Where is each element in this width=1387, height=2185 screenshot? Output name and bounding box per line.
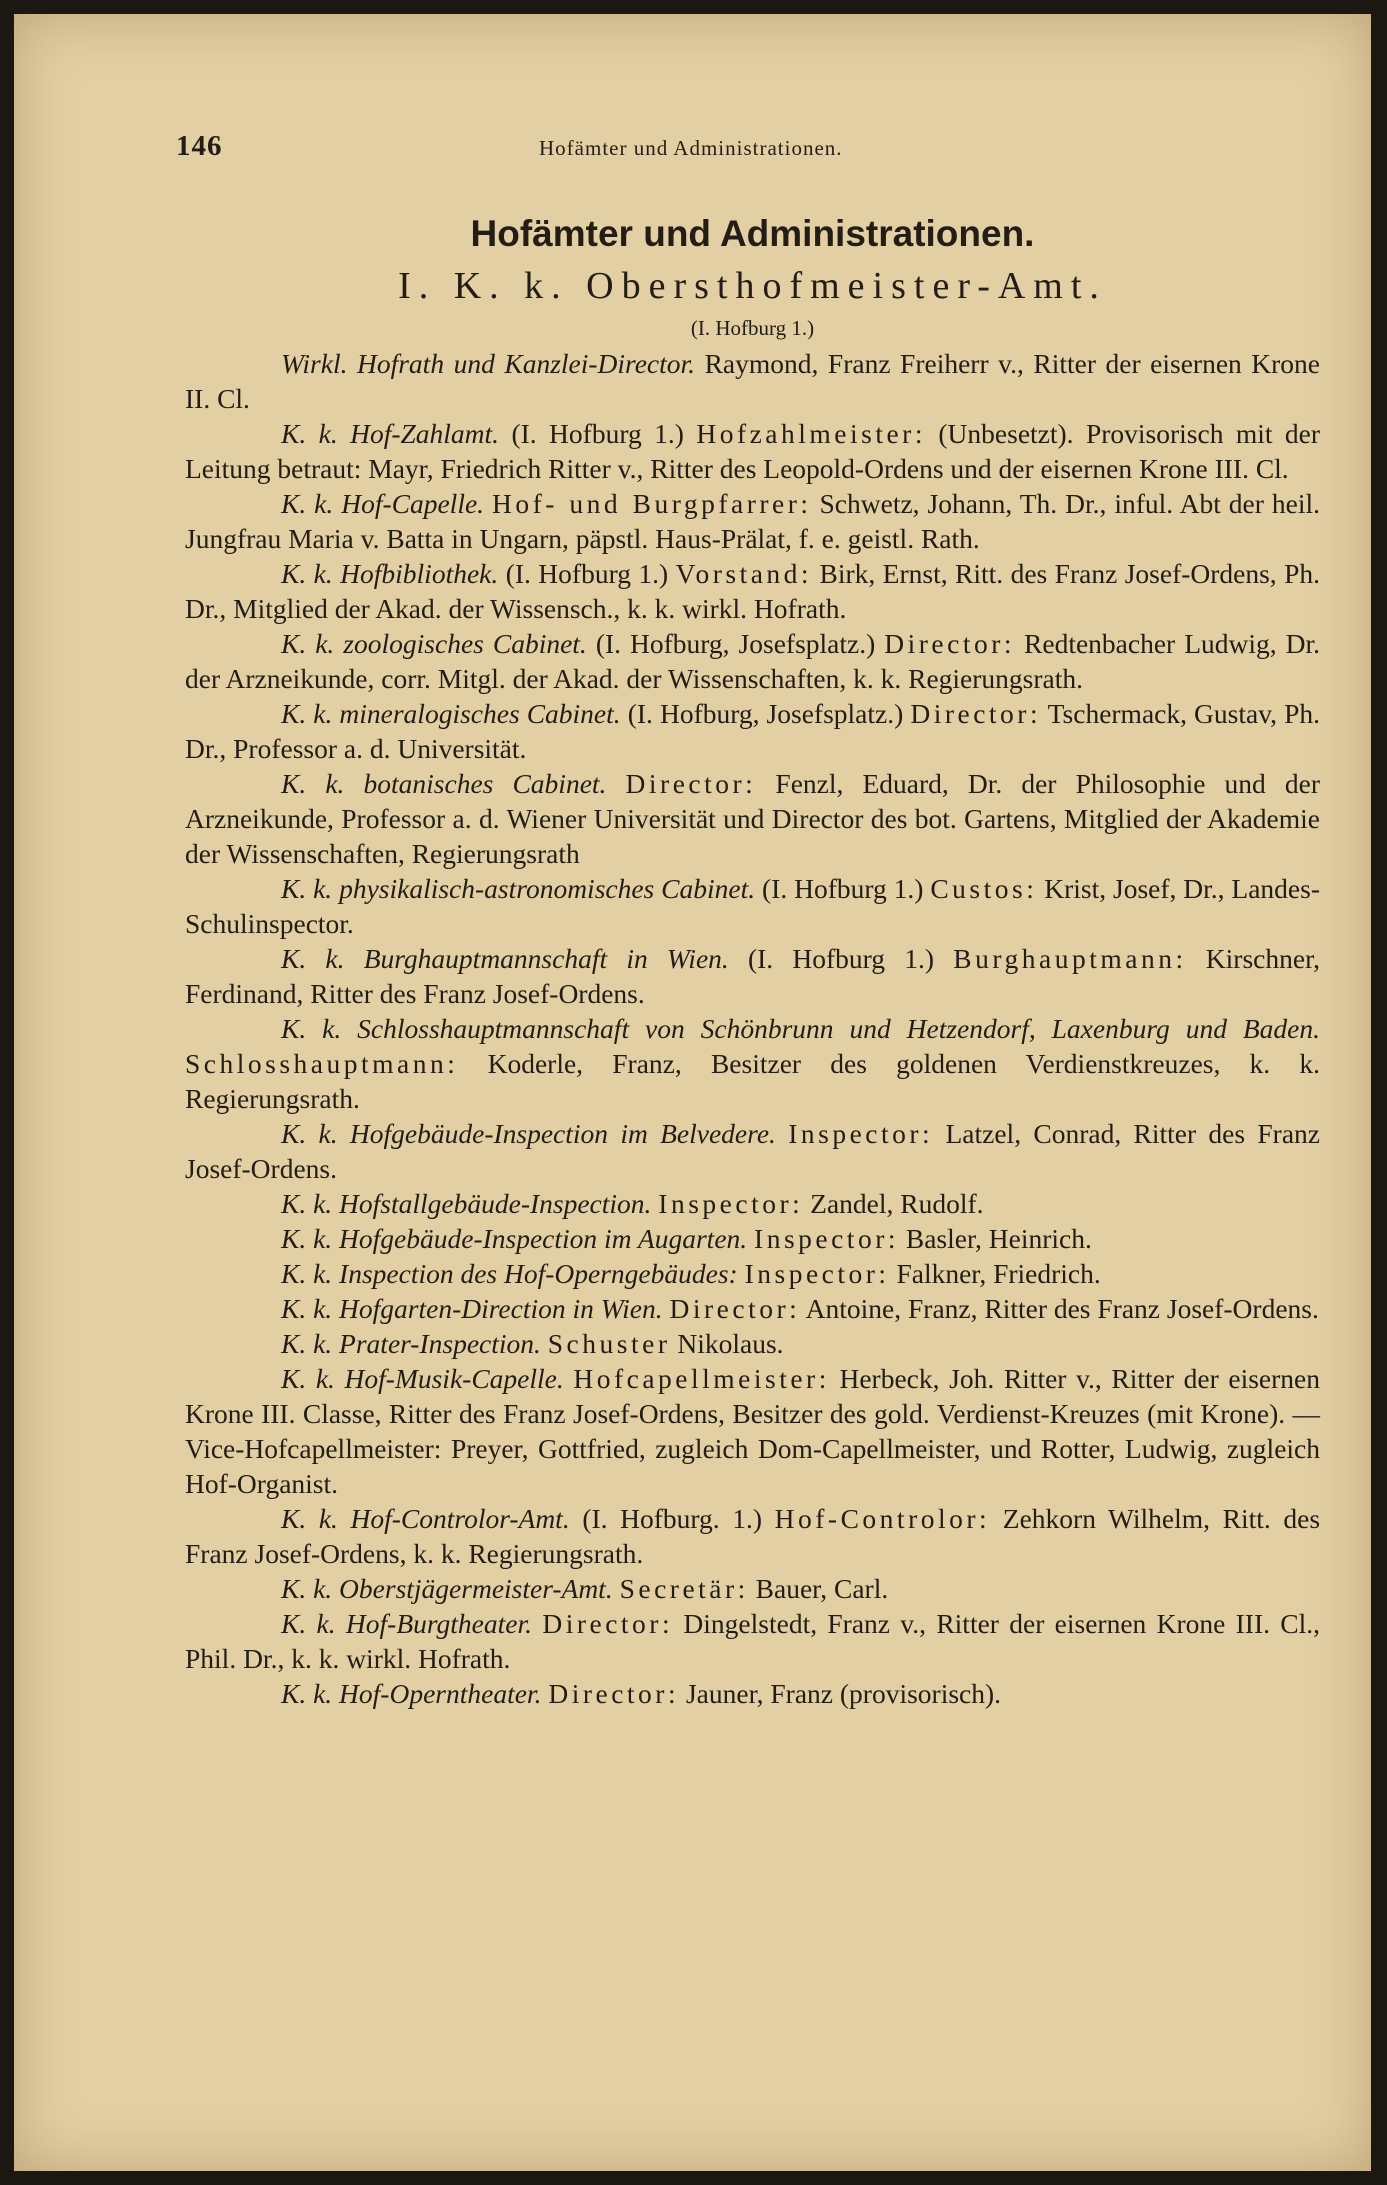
entry-function: Vorstand: bbox=[675, 558, 813, 589]
entry-text: Herbeck, Joh. Ritter v., Ritter der eisernen Krone III. Classe, Ritter des Franz Josef-Ordens, Besitzer des gold. Verdienst-Kreuzes (mit Krone). — Vice-Hofcapellmeister: Preyer, Gottfried, zugleich Dom-Capellmeister, und Rotter, Ludwig, zugleich Hof-Organist. bbox=[185, 1363, 1321, 1499]
entry-office: K. k. Hof-Musik-Capelle. bbox=[281, 1363, 564, 1394]
entry-office: K. k. Schlosshauptmannschaft von Schönbrunn und Hetzendorf, Laxenburg und Baden. bbox=[281, 1013, 1320, 1044]
entry bbox=[185, 1571, 1320, 1606]
entry-text: (Unbesetzt). Provisorisch mit der Leitung betraut: Mayr, Friedrich Ritter v., Ritter des Leopold-Ordens und der eisernen Krone III. Cl. bbox=[185, 418, 1321, 484]
running-header bbox=[14, 130, 1371, 170]
running-title: Hofämter und Administrationen. bbox=[539, 136, 843, 160]
entry bbox=[185, 556, 1320, 626]
entry-text: Dingelstedt, Franz v., Ritter der eisernen Krone III. Cl., Phil. Dr., k. k. wirkl. Hofrath. bbox=[185, 1608, 1321, 1674]
entry-text: Latzel, Conrad, Ritter des Franz Josef-Ordens. bbox=[185, 1118, 1321, 1184]
entry-text: Bauer, Carl. bbox=[755, 1573, 889, 1604]
entry-text: Tschermack, Gustav, Ph. Dr., Professor a. d. Universität. bbox=[185, 698, 1320, 764]
entry-office: K. k. Hof-Burgtheater. bbox=[281, 1608, 533, 1639]
entry-office: K. k. Hofbibliothek. bbox=[281, 558, 499, 589]
entry bbox=[185, 871, 1320, 941]
main-title: Hofämter und Administrationen. bbox=[470, 213, 1035, 254]
entry-text: Falkner, Friedrich. bbox=[896, 1258, 1101, 1289]
entry bbox=[185, 1186, 1320, 1221]
entry bbox=[185, 1676, 1320, 1711]
entry bbox=[185, 346, 1320, 416]
entry-text: Koderle, Franz, Besitzer des goldenen Verdienstkreuzes, k. k. Regierungsrath. bbox=[185, 1048, 1321, 1114]
entries-list bbox=[185, 346, 1320, 1711]
entry-text: Birk, Ernst, Ritt. des Franz Josef-Ordens, Ph. Dr., Mitglied der Akad. der Wissensch., k. k. wirkl. Hofrath. bbox=[185, 558, 1321, 624]
entry-function: Director: bbox=[548, 1678, 680, 1709]
entry-office: K. k. Hof-Controlor-Amt. bbox=[281, 1503, 570, 1534]
entry-text: Zandel, Rudolf. bbox=[810, 1188, 984, 1219]
entry bbox=[185, 1291, 1320, 1326]
entry-office: K. k. Hofstallgebäude-Inspection. bbox=[281, 1188, 652, 1219]
entry-function: Director: bbox=[542, 1608, 674, 1639]
document-page bbox=[14, 14, 1371, 2171]
entry-office: K. k. Oberstjägermeister-Amt. bbox=[281, 1573, 613, 1604]
entry-function: Director: bbox=[910, 698, 1042, 729]
entry-function: Inspector: bbox=[744, 1258, 890, 1289]
entry-function: Inspector: bbox=[658, 1188, 804, 1219]
entry-office: K. k. Hof-Capelle. bbox=[281, 488, 485, 519]
entry-text: Schwetz, Johann, Th. Dr., inful. Abt der heil. Jungfrau Maria v. Batta in Ungarn, päpstl. Haus-Prälat, f. e. geistl. Rath. bbox=[185, 488, 1320, 554]
entry bbox=[185, 626, 1320, 696]
entry bbox=[185, 416, 1320, 486]
entry-office: K. k. botanisches Cabinet. bbox=[281, 768, 607, 799]
entry-location: (I. Hofburg, Josefsplatz.) bbox=[595, 628, 876, 659]
entry-function: Director: bbox=[625, 768, 757, 799]
entry bbox=[185, 1221, 1320, 1256]
page-content bbox=[185, 210, 1320, 1711]
entry-office: K. k. Inspection des Hof-Operngebäudes: bbox=[281, 1258, 738, 1289]
entry bbox=[185, 766, 1320, 871]
entry-office: K. k. Hof-Zahlamt. bbox=[281, 418, 500, 449]
entry-office: K. k. Hof-Operntheater. bbox=[281, 1678, 542, 1709]
entry-function: Hof-Controlor: bbox=[774, 1503, 991, 1534]
entry-text: Kirschner, Ferdinand, Ritter des Franz Josef-Ordens. bbox=[185, 943, 1320, 1009]
entry bbox=[185, 486, 1320, 556]
entry-function: Hof- und Burgpfarrer: bbox=[492, 488, 812, 519]
entry-text: Redtenbacher Ludwig, Dr. der Arzneikunde, corr. Mitgl. der Akad. der Wissenschaften, k. k. Regierungsrath. bbox=[185, 628, 1320, 694]
entry-function: Custos: bbox=[930, 873, 1038, 904]
entry-function: Hofzahlmeister: bbox=[696, 418, 926, 449]
entry-function: Inspector: bbox=[788, 1118, 934, 1149]
entry-location: (I. Hofburg. 1.) bbox=[582, 1503, 763, 1534]
entry bbox=[185, 1361, 1320, 1501]
entry-text: Zehkorn Wilhelm, Ritt. des Franz Josef-Ordens, k. k. Regierungsrath. bbox=[185, 1503, 1321, 1569]
entry-location: (I. Hofburg 1.) bbox=[762, 873, 924, 904]
section-location: (I. Hofburg 1.) bbox=[690, 316, 815, 340]
entry-text: Nikolaus. bbox=[677, 1328, 784, 1359]
entry-office: K. k. mineralogisches Cabinet. bbox=[281, 698, 621, 729]
entry-office: K. k. Burghauptmannschaft in Wien. bbox=[281, 943, 729, 974]
entry-text: Krist, Josef, Dr., Landes-Schulinspector. bbox=[185, 873, 1321, 939]
entry bbox=[185, 1606, 1320, 1676]
entry-location: (I. Hofburg 1.) bbox=[505, 558, 669, 589]
entry bbox=[185, 1011, 1320, 1116]
entry-function: Schuster bbox=[547, 1328, 671, 1359]
entry bbox=[185, 696, 1320, 766]
entry-text: Fenzl, Eduard, Dr. der Philosophie und der Arzneikunde, Professor a. d. Wiener Universität und Director des bot. Gartens, Mitglied der Akademie der Wissenschaften, Regierungsrath bbox=[185, 768, 1321, 869]
entry-location: (I. Hofburg 1.) bbox=[747, 943, 935, 974]
entry bbox=[185, 1501, 1320, 1571]
entry-text: Raymond, Franz Freiherr v., Ritter der eisernen Krone II. Cl. bbox=[185, 348, 1321, 414]
entry-office: K. k. physikalisch-astronomisches Cabinet. bbox=[281, 873, 756, 904]
entry bbox=[185, 941, 1320, 1011]
entry-office: K. k. Hofgebäude-Inspection im Augarten. bbox=[281, 1223, 748, 1254]
page-number: 146 bbox=[176, 130, 223, 162]
entry bbox=[185, 1116, 1320, 1186]
entry-location: (I. Hofburg, Josefsplatz.) bbox=[627, 698, 904, 729]
entry bbox=[185, 1326, 1320, 1361]
entry-function: Inspector: bbox=[754, 1223, 899, 1254]
entry-function: Director: bbox=[669, 1293, 801, 1324]
entry-function: Schlosshauptmann: bbox=[185, 1048, 459, 1079]
entry-office: K. k. Hofgebäude-Inspection im Belvedere. bbox=[281, 1118, 776, 1149]
section-title: I. K. k. Obersthofmeister-Amt. bbox=[398, 265, 1107, 307]
entry-text: Antoine, Franz, Ritter des Franz Josef-Ordens. bbox=[805, 1293, 1319, 1324]
entry-function: Director: bbox=[884, 628, 1016, 659]
entry-office: Wirkl. Hofrath und Kanzlei-Director. bbox=[281, 348, 696, 379]
entry-location: (I. Hofburg 1.) bbox=[511, 418, 684, 449]
entry-office: K. k. Prater-Inspection. bbox=[281, 1328, 541, 1359]
entry-function: Secretär: bbox=[619, 1573, 749, 1604]
entry-function: Hofcapellmeister: bbox=[573, 1363, 830, 1394]
entry-function: Burghauptmann: bbox=[953, 943, 1187, 974]
entry-text: Jauner, Franz (provisorisch). bbox=[685, 1678, 1002, 1709]
entry-text: Basler, Heinrich. bbox=[905, 1223, 1092, 1254]
entry-office: K. k. Hofgarten-Direction in Wien. bbox=[281, 1293, 663, 1324]
entry-office: K. k. zoologisches Cabinet. bbox=[281, 628, 587, 659]
entry bbox=[185, 1256, 1320, 1291]
